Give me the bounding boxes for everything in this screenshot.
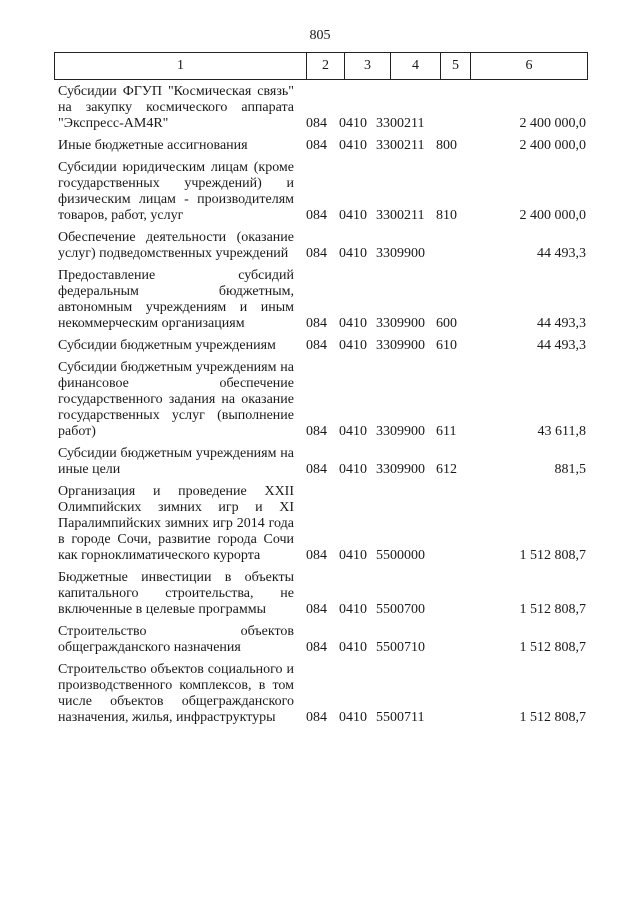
header-col-6: 6 <box>525 58 533 73</box>
row-col-6: 2 400 000,0 <box>519 208 586 223</box>
table-row <box>54 84 588 132</box>
row-col-2: 084 <box>306 462 327 477</box>
row-col-3: 0410 <box>339 462 367 477</box>
row-col-4: 3300211 <box>376 208 425 223</box>
row-col-6: 2 400 000,0 <box>519 116 586 131</box>
row-col-4: 5500711 <box>376 710 425 725</box>
page-number: 805 <box>309 28 331 43</box>
row-col-6: 1 512 808,7 <box>519 602 586 617</box>
row-name: Субсидии бюджетным учреждениям <box>58 338 276 353</box>
row-col-2: 084 <box>306 116 327 131</box>
row-col-6: 43 611,8 <box>537 424 586 439</box>
header-col-2: 2 <box>307 53 345 79</box>
row-name: Предоставление субсидий федеральным бюджетным, автономным учреждениям и иным некоммерческим организациям <box>58 268 294 331</box>
row-name: Обеспечение деятельности (оказание услуг) подведомственных учреждений <box>58 230 294 261</box>
row-col-2: 084 <box>306 316 327 331</box>
row-col-4: 3300211 <box>376 138 425 153</box>
header-col-5: 5 <box>441 53 471 79</box>
row-col-3: 0410 <box>339 424 367 439</box>
table-row <box>54 662 588 726</box>
table-row <box>54 570 588 618</box>
row-col-5: 611 <box>436 424 457 439</box>
row-col-3: 0410 <box>339 316 367 331</box>
row-col-5: 600 <box>436 316 457 331</box>
row-col-5: 612 <box>436 462 457 477</box>
row-col-6: 881,5 <box>554 462 586 477</box>
table-row <box>54 230 588 262</box>
row-col-6: 1 512 808,7 <box>519 710 586 725</box>
row-col-3: 0410 <box>339 602 367 617</box>
row-col-6: 44 493,3 <box>537 316 586 331</box>
row-col-3: 0410 <box>339 246 367 261</box>
row-col-6: 44 493,3 <box>537 246 586 261</box>
table-row <box>54 160 588 224</box>
row-col-5: 800 <box>436 138 457 153</box>
row-col-4: 5500710 <box>376 640 425 655</box>
row-col-4: 5500000 <box>376 548 425 563</box>
row-name: Строительство объектов общегражданского назначения <box>58 624 294 655</box>
row-col-2: 084 <box>306 640 327 655</box>
table-row <box>54 138 588 154</box>
row-col-4: 3309900 <box>376 316 425 331</box>
table-row <box>54 268 588 332</box>
row-col-6: 1 512 808,7 <box>519 548 586 563</box>
row-name: Иные бюджетные ассигнования <box>58 138 248 153</box>
header-col-3: 3 <box>345 53 391 79</box>
row-col-2: 084 <box>306 548 327 563</box>
row-name: Субсидии ФГУП "Космическая связь" на закупку космического аппарата "Экспресс-АМ4R" <box>58 84 294 131</box>
row-col-4: 3309900 <box>376 424 425 439</box>
row-col-4: 3300211 <box>376 116 425 131</box>
row-col-2: 084 <box>306 138 327 153</box>
table-row <box>54 338 588 354</box>
row-col-4: 3309900 <box>376 338 425 353</box>
row-col-3: 0410 <box>339 116 367 131</box>
row-name: Организация и проведение XXII Олимпийских зимних игр и XI Паралимпийских зимних игр 2014 года в городе Сочи, развитие города Сочи как горноклиматического курорта <box>58 484 294 563</box>
row-col-3: 0410 <box>339 338 367 353</box>
row-col-2: 084 <box>306 710 327 725</box>
row-col-4: 3309900 <box>376 462 425 477</box>
table-body <box>54 84 588 732</box>
row-col-3: 0410 <box>339 640 367 655</box>
row-col-3: 0410 <box>339 208 367 223</box>
row-col-2: 084 <box>306 602 327 617</box>
table-row <box>54 446 588 478</box>
row-col-3: 0410 <box>339 138 367 153</box>
row-col-2: 084 <box>306 246 327 261</box>
row-col-6: 44 493,3 <box>537 338 586 353</box>
row-col-2: 084 <box>306 338 327 353</box>
row-col-3: 0410 <box>339 548 367 563</box>
table-row <box>54 360 588 440</box>
row-col-2: 084 <box>306 424 327 439</box>
table-row <box>54 484 588 564</box>
table-row <box>54 624 588 656</box>
row-name: Бюджетные инвестиции в объекты капитального строительства, не включенные в целевые программы <box>58 570 294 617</box>
row-col-2: 084 <box>306 208 327 223</box>
header-col-1: 1 <box>55 53 307 79</box>
row-col-3: 0410 <box>339 710 367 725</box>
row-name: Субсидии бюджетным учреждениям на финансовое обеспечение государственного задания на оказание государственных услуг (выполнение работ) <box>58 360 294 439</box>
row-col-5: 810 <box>436 208 457 223</box>
row-col-6: 2 400 000,0 <box>519 138 586 153</box>
row-col-4: 3309900 <box>376 246 425 261</box>
row-col-5: 610 <box>436 338 457 353</box>
row-name: Строительство объектов социального и производственного комплексов, в том числе объектов общегражданского назначения, жилья, инфраструктуры <box>58 662 294 725</box>
row-name: Субсидии юридическим лицам (кроме государственных учреждений) и физическим лицам - производителям товаров, работ, услуг <box>58 160 294 223</box>
row-name: Субсидии бюджетным учреждениям на иные цели <box>58 446 294 477</box>
row-col-4: 5500700 <box>376 602 425 617</box>
table-header <box>54 52 588 80</box>
header-col-4: 4 <box>391 53 441 79</box>
row-col-6: 1 512 808,7 <box>519 640 586 655</box>
